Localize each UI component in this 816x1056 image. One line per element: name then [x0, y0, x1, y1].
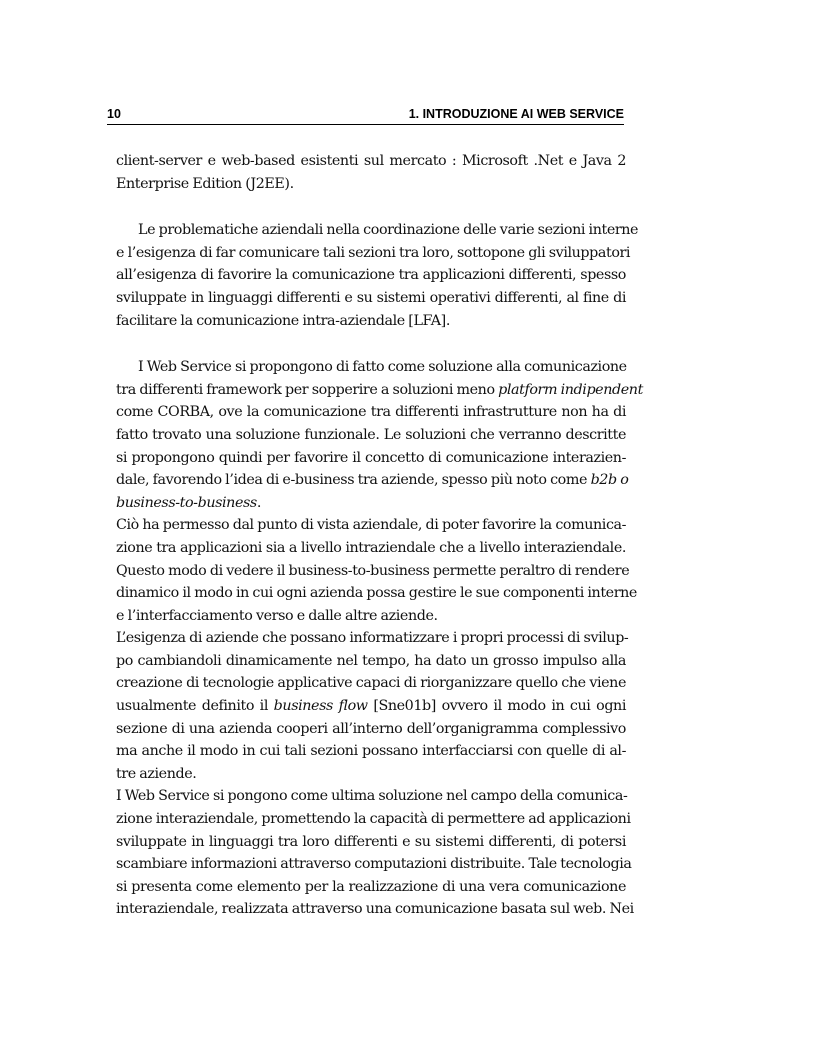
text-line	[116, 627, 629, 650]
text-segment: sezione di una azienda cooperi all’interno dell’organigramma complessivo	[116, 720, 626, 737]
text-line	[116, 356, 626, 379]
paragraph-gap	[116, 195, 626, 219]
text-line	[116, 672, 626, 695]
text-line	[116, 379, 643, 402]
text-segment: Ciò ha permesso dal punto di vista aziendale, di poter favorire la comunica-	[116, 517, 627, 534]
paragraph-gap	[116, 332, 626, 356]
text-segment: facilitare la comunicazione intra-aziendale [LFA].	[116, 312, 450, 329]
text-line	[116, 219, 639, 242]
text-segment: dale, favorendo l’idea di e-business tra aziende, spesso più noto come	[116, 472, 591, 489]
text-segment: L’esigenza di aziende che possano informatizzare i propri processi di svilup-	[116, 630, 629, 647]
text-segment: I Web Service si pongono come ultima soluzione nel campo della comunica-	[116, 788, 628, 805]
text-line	[116, 264, 626, 287]
text-segment: all’esigenza di favorire la comunicazione tra applicazioni differenti, spesso	[116, 267, 626, 284]
text-line	[116, 447, 626, 470]
text-segment: client-server e web-based esistenti sul mercato : Microsoft .Net e Java 2	[116, 153, 626, 169]
text-line	[116, 560, 630, 583]
text-segment: zione interaziendale, promettendo la capacità di permettere ad applicazioni	[116, 811, 631, 828]
text-line	[116, 650, 626, 673]
text-line	[116, 785, 626, 808]
text-line	[116, 537, 626, 560]
text-line	[116, 605, 626, 628]
text-segment: I Web Service si propongono di fatto come soluzione alla comunicazione	[138, 359, 627, 376]
text-line	[116, 514, 626, 537]
text-line	[116, 740, 626, 763]
text-segment: creazione di tecnologie applicative capaci di riorganizzare quello che viene	[116, 675, 626, 692]
text-segment: .	[256, 494, 261, 511]
text-segment: fatto trovato una soluzione funzionale. Le soluzioni che verranno descritte	[116, 426, 626, 443]
page-header	[107, 107, 624, 123]
text-line	[116, 173, 626, 196]
italic-text: platform indipendent	[498, 381, 643, 398]
text-line	[116, 808, 631, 831]
text-segment: e l’interfacciamento verso e dalle altre aziende.	[116, 607, 438, 624]
paragraph	[116, 356, 643, 921]
text-line	[116, 401, 626, 424]
text-segment: Questo modo di vedere il business-to-business permette peraltro di rendere	[116, 562, 630, 579]
text-segment: tre aziende.	[116, 765, 197, 782]
text-segment: e l’esigenza di far comunicare tali sezioni tra loro, sottopone gli sviluppatori	[116, 244, 631, 261]
text-segment: tra differenti framework per sopperire a soluzioni meno	[116, 381, 499, 398]
italic-text: business flow	[273, 698, 368, 715]
text-line	[116, 718, 626, 741]
italic-text: b2b o	[590, 472, 629, 489]
text-line	[116, 492, 626, 515]
text-segment: Le problematiche aziendali nella coordinazione delle varie sezioni interne	[138, 222, 639, 239]
text-line	[116, 876, 626, 899]
text-segment: scambiare informazioni attraverso computazioni distribuite. Tale tecnologia	[116, 856, 632, 873]
text-segment: si propongono quindi per favorire il concetto di comunicazione interazien-	[116, 449, 626, 466]
text-segment: dinamico il modo in cui ogni azienda possa gestire le sue componenti interne	[116, 585, 637, 602]
text-segment: Enterprise Edition (J2EE).	[116, 175, 294, 192]
text-line	[116, 242, 631, 265]
text-line	[116, 469, 629, 492]
text-line	[116, 695, 626, 718]
italic-text: business-to-business	[116, 494, 257, 511]
text-segment: sviluppate in linguaggi differenti e su sistemi operativi differenti, al fine di	[116, 289, 626, 306]
body-text	[116, 150, 643, 921]
text-line	[116, 310, 626, 333]
text-segment: ma anche il modo in cui tali sezioni possano interfacciarsi con quelle di al-	[116, 743, 626, 760]
text-segment: si presenta come elemento per la realizzazione di una vera comunicazione	[116, 878, 626, 895]
text-segment: [Sne01b] ovvero il modo in cui ogni	[367, 698, 626, 715]
chapter-title: 1. INTRODUZIONE AI WEB SERVICE	[408, 107, 624, 121]
text-line	[116, 763, 626, 786]
text-line	[116, 424, 626, 447]
text-line	[116, 150, 626, 173]
text-segment: interaziendale, realizzata attraverso una comunicazione basata sul web. Nei	[116, 901, 634, 918]
text-line	[116, 831, 626, 854]
text-line	[116, 582, 637, 605]
paragraph	[116, 150, 626, 195]
text-line	[116, 853, 632, 876]
page-number: 10	[107, 107, 121, 121]
paragraph	[116, 219, 639, 332]
text-segment: po cambiandoli dinamicamente nel tempo, ha dato un grosso impulso alla	[116, 652, 626, 669]
header-rule	[107, 124, 624, 125]
text-segment: usualmente definito il	[116, 698, 274, 715]
text-segment: zione tra applicazioni sia a livello intraziendale che a livello interaziendale.	[116, 539, 626, 556]
text-segment: come CORBA, ove la comunicazione tra differenti infrastrutture non ha di	[116, 404, 626, 421]
text-line	[116, 287, 626, 310]
text-line	[116, 898, 634, 921]
text-segment: sviluppate in linguaggi tra loro differenti e su sistemi differenti, di potersi	[116, 833, 626, 850]
